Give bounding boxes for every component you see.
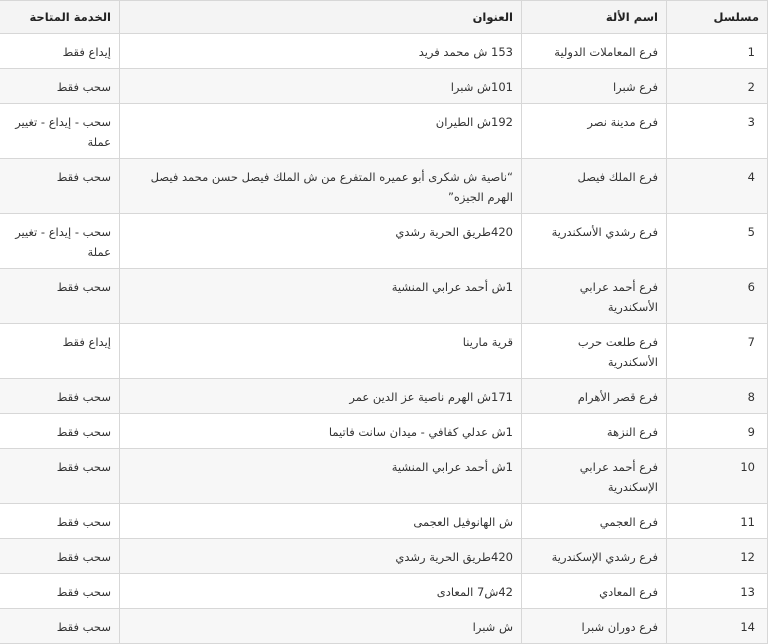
cell-name: فرع المعادي <box>522 574 667 609</box>
cell-service: سحب فقط <box>0 504 120 539</box>
cell-address: 192ش الطيران <box>120 104 522 159</box>
cell-service: سحب فقط <box>0 609 120 644</box>
cell-address: 420طريق الحرية رشدي <box>120 539 522 574</box>
cell-address: ش الهانوفيل العجمى <box>120 504 522 539</box>
cell-serial: 7 <box>667 324 768 379</box>
cell-name: فرع رشدي الأسكندرية <box>522 214 667 269</box>
table-row <box>0 414 768 449</box>
table-row <box>0 214 768 269</box>
table-row <box>0 609 768 644</box>
cell-address: 42ش7 المعادى <box>120 574 522 609</box>
cell-service: سحب فقط <box>0 574 120 609</box>
cell-name: فرع مدينة نصر <box>522 104 667 159</box>
table-row <box>0 574 768 609</box>
cell-name: فرع طلعت حرب الأسكندرية <box>522 324 667 379</box>
table-row <box>0 324 768 379</box>
cell-serial: 14 <box>667 609 768 644</box>
cell-service: سحب - إيداع - تغيير عملة <box>0 104 120 159</box>
cell-service: سحب - إيداع - تغيير عملة <box>0 214 120 269</box>
cell-service: سحب فقط <box>0 269 120 324</box>
cell-serial: 11 <box>667 504 768 539</box>
cell-serial: 13 <box>667 574 768 609</box>
cell-address: 1ش أحمد عرابي المنشية <box>120 449 522 504</box>
table-header <box>0 1 768 34</box>
cell-address: 1ش أحمد عرابي المنشية <box>120 269 522 324</box>
header-name: اسم الألة <box>522 1 667 34</box>
cell-serial: 2 <box>667 69 768 104</box>
cell-address: 171ش الهرم ناصية عز الدين عمر <box>120 379 522 414</box>
cell-name: فرع قصر الأهرام <box>522 379 667 414</box>
cell-address: “ناصية ش شكرى أبو عميره المتفرع من ش الملك فيصل حسن محمد فيصل الهرم الجيزه” <box>120 159 522 214</box>
header-row <box>0 1 768 34</box>
cell-serial: 8 <box>667 379 768 414</box>
cell-address: 420طريق الحرية رشدي <box>120 214 522 269</box>
table-row <box>0 159 768 214</box>
cell-address: ش شبرا <box>120 609 522 644</box>
cell-name: فرع أحمد عرابي الإسكندرية <box>522 449 667 504</box>
table-row <box>0 379 768 414</box>
cell-serial: 12 <box>667 539 768 574</box>
cell-serial: 5 <box>667 214 768 269</box>
cell-serial: 4 <box>667 159 768 214</box>
cell-name: فرع دوران شبرا <box>522 609 667 644</box>
cell-service: سحب فقط <box>0 69 120 104</box>
cell-name: فرع النزهة <box>522 414 667 449</box>
cell-service: سحب فقط <box>0 449 120 504</box>
cell-serial: 3 <box>667 104 768 159</box>
cell-service: سحب فقط <box>0 539 120 574</box>
table-row <box>0 269 768 324</box>
table-row <box>0 104 768 159</box>
cell-service: إيداع فقط <box>0 324 120 379</box>
cell-service: إيداع فقط <box>0 34 120 69</box>
cell-name: فرع أحمد عرابي الأسكندرية <box>522 269 667 324</box>
header-serial: مسلسل <box>667 1 768 34</box>
cell-name: فرع المعاملات الدولية <box>522 34 667 69</box>
table-row <box>0 539 768 574</box>
table-row <box>0 504 768 539</box>
cell-name: فرع العجمي <box>522 504 667 539</box>
cell-serial: 10 <box>667 449 768 504</box>
table-body <box>0 34 768 644</box>
cell-serial: 9 <box>667 414 768 449</box>
cell-name: فرع الملك فيصل <box>522 159 667 214</box>
cell-address: 1ش عدلي كفافي - ميدان سانت فاتيما <box>120 414 522 449</box>
cell-name: فرع رشدي الإسكندرية <box>522 539 667 574</box>
header-service: الخدمة المتاحة <box>0 1 120 34</box>
table-row <box>0 449 768 504</box>
cell-service: سحب فقط <box>0 414 120 449</box>
header-address: العنوان <box>120 1 522 34</box>
cell-service: سحب فقط <box>0 159 120 214</box>
cell-serial: 6 <box>667 269 768 324</box>
cell-service: سحب فقط <box>0 379 120 414</box>
table-row <box>0 69 768 104</box>
cell-address: 101ش شبرا <box>120 69 522 104</box>
cell-serial: 1 <box>667 34 768 69</box>
table-row <box>0 34 768 69</box>
cell-address: 153 ش محمد فريد <box>120 34 522 69</box>
cell-name: فرع شبرا <box>522 69 667 104</box>
cell-address: قرية مارينا <box>120 324 522 379</box>
